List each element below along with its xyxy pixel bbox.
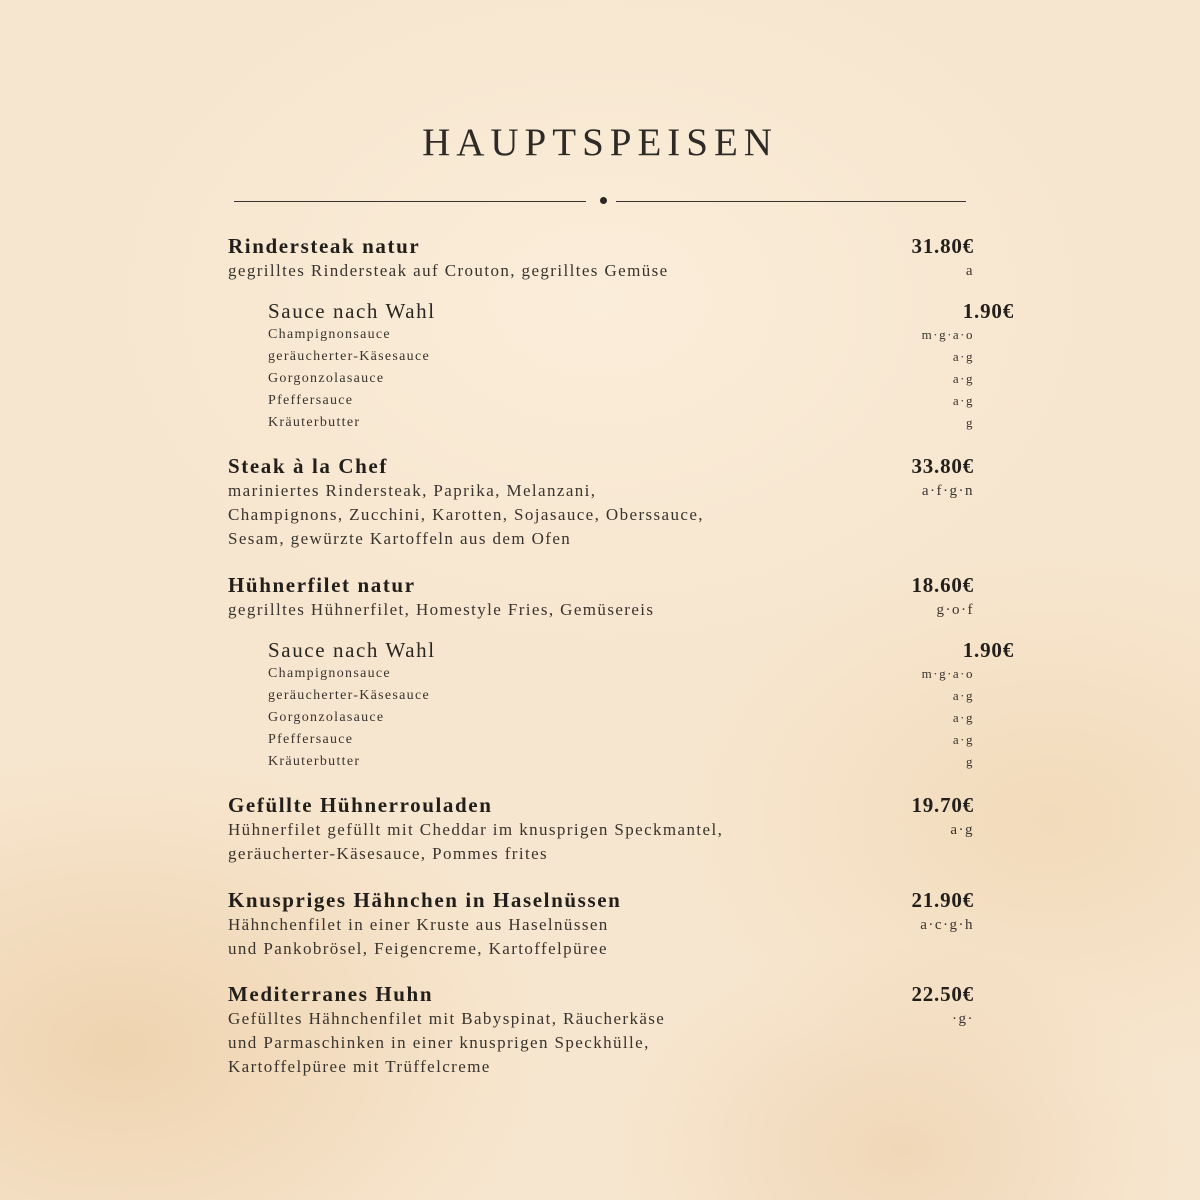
- sauce-option: geräucherter-Käsesauce a·g: [268, 685, 974, 707]
- dish-name: Steak à la Chef: [228, 454, 388, 478]
- menu-item: [228, 887, 974, 961]
- sauce-title: Sauce nach Wahl: [268, 638, 436, 662]
- divider-line-left: [234, 201, 586, 202]
- sauce-option: Pfeffersauce a·g: [268, 390, 974, 412]
- sauce-price: 1.90€: [962, 638, 1014, 662]
- dish-price: 33.80€: [911, 454, 974, 478]
- dish-description: gegrilltes Hühnerfilet, Homestyle Fries, Gemüsereis: [228, 600, 655, 619]
- sauce-title: Sauce nach Wahl: [268, 299, 436, 323]
- menu-item: [228, 572, 974, 622]
- dish-allergens: ·g·: [952, 1011, 974, 1027]
- sauce-allergens: a·g: [952, 732, 974, 747]
- sauce-option: Pfeffersauce a·g: [268, 729, 974, 751]
- dish-allergens: a·g: [950, 822, 974, 838]
- dish-allergens: g·o·f: [936, 602, 974, 618]
- title-divider: [234, 194, 966, 208]
- dish-price: 19.70€: [911, 793, 974, 817]
- menu-item: [228, 981, 974, 1079]
- page-title: HAUPTSPEISEN: [422, 121, 778, 164]
- sauce-option: Gorgonzolasauce a·g: [268, 368, 974, 390]
- sauce-option: Champignonsauce m·g·a·o: [268, 663, 974, 685]
- divider-dot: [600, 197, 607, 204]
- menu-item: [228, 792, 974, 866]
- sauce-allergens: a·g: [952, 349, 974, 364]
- sauce-option: Kräuterbutter g: [268, 412, 974, 434]
- sauce-allergens: g: [966, 415, 974, 430]
- divider-line-right: [616, 201, 966, 202]
- dish-allergens: a: [965, 263, 974, 279]
- dish-price: 31.80€: [911, 234, 974, 258]
- sauce-block: [268, 298, 1014, 434]
- dish-name: Gefüllte Hühnerrouladen: [228, 793, 493, 817]
- sauce-allergens: m·g·a·o: [921, 666, 974, 681]
- sauce-allergens: a·g: [952, 393, 974, 408]
- sauce-option: Kräuterbutter g: [268, 751, 974, 773]
- sauce-allergens: g: [966, 754, 974, 769]
- dish-allergens: a·c·g·h: [920, 917, 974, 933]
- dish-price: 22.50€: [911, 982, 974, 1006]
- dish-price: 18.60€: [911, 573, 974, 597]
- sauce-allergens: a·g: [952, 371, 974, 386]
- dish-name: Hühnerfilet natur: [228, 573, 416, 597]
- sauce-option: Champignonsauce m·g·a·o: [268, 324, 974, 346]
- sauce-price: 1.90€: [962, 299, 1014, 323]
- dish-description: Gefülltes Hähnchenfilet mit Babyspinat, Räucherkäse und Parmaschinken in einer knusprigen Speckhülle, Kartoffelpüree mit Trüffelcreme: [228, 1009, 666, 1076]
- sauce-option: Gorgonzolasauce a·g: [268, 707, 974, 729]
- menu-item: [228, 453, 974, 551]
- dish-name: Rindersteak natur: [228, 234, 421, 258]
- sauce-block: [268, 637, 1014, 773]
- dish-description: mariniertes Rindersteak, Paprika, Melanzani, Champignons, Zucchini, Karotten, Sojasauce, Oberssauce, Sesam, gewürzte Kartoffeln aus dem Ofen: [228, 481, 704, 548]
- menu-item: [228, 233, 974, 283]
- dish-price: 21.90€: [911, 888, 974, 912]
- sauce-option: geräucherter-Käsesauce a·g: [268, 346, 974, 368]
- dish-description: Hühnerfilet gefüllt mit Cheddar im knusprigen Speckmantel, geräucherter-Käsesauce, Pommes frites: [228, 820, 724, 863]
- dish-allergens: a·f·g·n: [921, 483, 974, 499]
- sauce-allergens: m·g·a·o: [921, 327, 974, 342]
- dish-name: Knuspriges Hähnchen in Haselnüssen: [228, 888, 622, 912]
- dish-description: gegrilltes Rindersteak auf Crouton, gegrilltes Gemüse: [228, 261, 669, 280]
- sauce-allergens: a·g: [952, 710, 974, 725]
- dish-description: Hähnchenfilet in einer Kruste aus Haselnüssen und Pankobrösel, Feigencreme, Kartoffelpüree: [228, 915, 609, 958]
- dish-name: Mediterranes Huhn: [228, 982, 434, 1006]
- sauce-allergens: a·g: [952, 688, 974, 703]
